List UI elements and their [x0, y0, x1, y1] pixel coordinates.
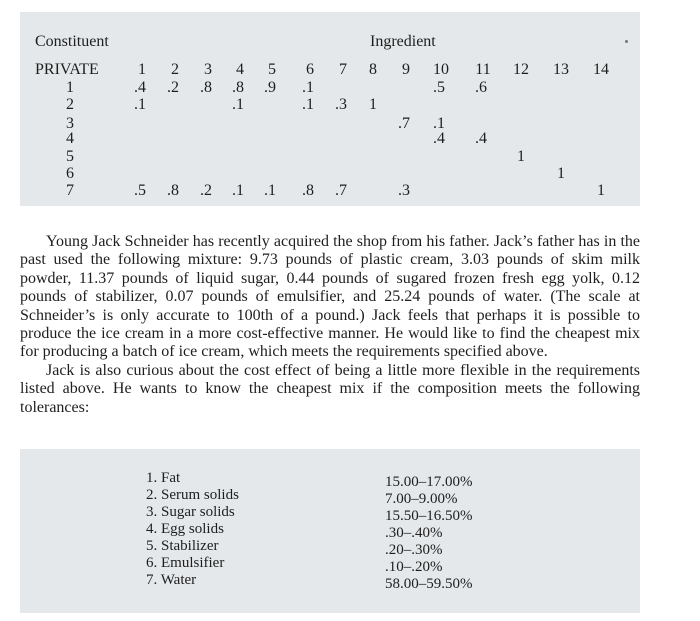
column-header: 4: [236, 61, 244, 78]
table-cell: .1: [232, 182, 244, 199]
paragraph-1: Young Jack Schneider has recently acquired the shop from his father. Jack’s father has in the past used the following mixture: 9.73 pounds of plastic cream, 3.03 pounds of skim milk powder, 11.37 pounds of liquid sugar, 0.44 pounds of sugared frozen fresh egg yolk, 0.12 pounds of stabilizer, 0.07 pounds of emulsifier, and 25.24 pounds of water. (The scale at Schneider’s is only accurate to 100th of a pound.) Jack feels that perhaps it is possible to produce the ice cream in a more cost-effective manner. He would like to find the cheapest mix for producing a batch of ice cream, which meets the requirements specified above.: [20, 233, 640, 361]
table-cell: .5: [134, 182, 146, 199]
requirement-names: [146, 470, 239, 589]
row-label: 6: [66, 165, 74, 182]
tolerance-table-panel: [20, 449, 640, 613]
row-label: 4: [66, 130, 74, 147]
row-label: 5: [66, 148, 74, 165]
requirement-tolerance: 7.00–9.00%: [385, 491, 458, 507]
table-cell: .1: [264, 182, 276, 199]
table-cell: 1: [369, 96, 377, 113]
table-cell: .5: [433, 79, 445, 96]
requirement-tolerance: 15.00–17.00%: [385, 474, 473, 490]
table-cell: .3: [335, 96, 347, 113]
column-header: 8: [369, 61, 377, 78]
table-cell: 1: [557, 165, 565, 182]
requirement-tolerances: [385, 474, 473, 593]
row-label: 3: [66, 115, 74, 132]
requirement-name: 2. Serum solids: [146, 487, 239, 503]
column-header: 1: [138, 61, 146, 78]
table-cell: .2: [167, 79, 179, 96]
column-header: 5: [268, 61, 276, 78]
requirement-tolerance: .10–.20%: [385, 559, 443, 575]
table-cell: .6: [475, 79, 487, 96]
row-label: 1: [66, 79, 74, 96]
requirement-name: 1. Fat: [146, 470, 181, 486]
paragraph-2: Jack is also curious about the cost effect of being a little more flexible in the requirements listed above. He wants to know the cheapest mix if the composition meets the following tolerances:: [20, 361, 640, 416]
row-label: 7: [66, 182, 74, 199]
column-header: 6: [306, 61, 314, 78]
table-cell: .7: [398, 115, 410, 132]
requirement-name: 6. Emulsifier: [146, 555, 225, 571]
requirement-tolerance: 58.00–59.50%: [385, 576, 473, 592]
table-cell: .8: [200, 79, 212, 96]
table-cell: .2: [200, 182, 212, 199]
column-header: 13: [553, 61, 569, 78]
ingredient-label: Ingredient: [370, 33, 436, 50]
column-header: 9: [402, 61, 410, 78]
table-cell: .1: [232, 96, 244, 113]
row-label: 2: [66, 96, 74, 113]
table-cell: .7: [335, 182, 347, 199]
column-header: 2: [171, 61, 179, 78]
requirement-name: 4. Egg solids: [146, 521, 224, 537]
constituent-label: Constituent: [35, 33, 109, 50]
table-cell: .1: [302, 96, 314, 113]
table-cell: .1: [302, 79, 314, 96]
dot-mark: [625, 40, 628, 43]
table-cell: .1: [433, 115, 445, 132]
table-cell: .4: [433, 130, 445, 147]
requirement-name: 3. Sugar solids: [146, 504, 235, 520]
table-cell: .4: [134, 79, 146, 96]
table-cell: .1: [134, 96, 146, 113]
column-header: 14: [593, 61, 609, 78]
column-header: 12: [513, 61, 529, 78]
requirement-tolerance: .20–.30%: [385, 542, 443, 558]
column-header: 3: [204, 61, 212, 78]
problem-text: [20, 233, 640, 417]
table-cell: .8: [232, 79, 244, 96]
table-cell: .8: [167, 182, 179, 199]
requirement-name: 5. Stabilizer: [146, 538, 219, 554]
table-cell: .8: [302, 182, 314, 199]
column-header: 10: [433, 61, 449, 78]
table-cell: .3: [398, 182, 410, 199]
table-cell: 1: [517, 148, 525, 165]
requirement-tolerance: 15.50–16.50%: [385, 508, 473, 524]
table-cell: .9: [264, 79, 276, 96]
private-label: PRIVATE: [35, 61, 99, 78]
requirement-tolerance: .30–.40%: [385, 525, 443, 541]
column-header: 11: [475, 61, 491, 78]
column-header: 7: [339, 61, 347, 78]
requirement-name: 7. Water: [146, 572, 197, 588]
table-cell: .4: [475, 130, 487, 147]
table-cell: 1: [597, 182, 605, 199]
